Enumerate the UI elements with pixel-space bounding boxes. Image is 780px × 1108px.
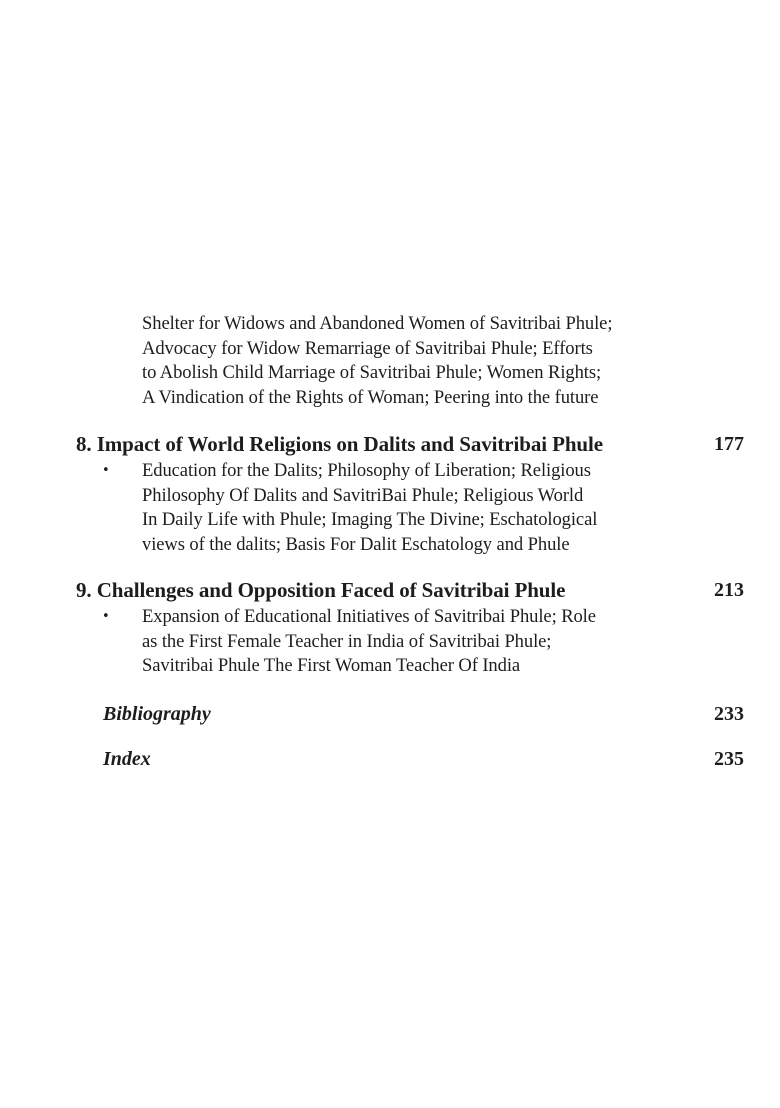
toc-entry-chapter-8 [76, 430, 744, 557]
chapter-description [76, 459, 744, 557]
continued-entry-description [142, 312, 687, 410]
description-line: as the First Female Teacher in India of Savitribai Phule; [142, 630, 552, 652]
chapter-page-number: 213 [714, 579, 744, 601]
chapter-title: 8. Impact of World Religions on Dalits and Savitribai Phule [76, 432, 603, 456]
description-line: In Daily Life with Phule; Imaging The Divine; Eschatological [142, 509, 598, 531]
toc-entry-index [103, 745, 744, 773]
back-matter-title: Bibliography [103, 703, 211, 725]
description-line: Shelter for Widows and Abandoned Women of Savitribai Phule; [142, 313, 613, 334]
back-matter-title: Index [103, 748, 151, 770]
bullet-icon: • [102, 609, 110, 624]
chapter-heading [76, 576, 744, 606]
back-matter-page-number: 235 [714, 748, 744, 770]
toc-entry-chapter-9 [76, 576, 744, 679]
description-line: Savitribai Phule The First Woman Teacher Of India [142, 655, 521, 677]
description-line: Advocacy for Widow Remarriage of Savitribai Phule; Efforts [142, 337, 593, 359]
description-line: Expansion of Educational Initiatives of Savitribai Phule; Role [142, 606, 596, 627]
chapter-title: 9. Challenges and Opposition Faced of Savitribai Phule [76, 578, 566, 602]
bullet-icon: • [102, 463, 110, 478]
toc-entry-bibliography [103, 700, 744, 728]
description-line: views of the dalits; Basis For Dalit Eschatology and Phule [142, 533, 570, 555]
description-line: A Vindication of the Rights of Woman; Peering into the future [142, 386, 599, 408]
chapter-description [76, 605, 744, 679]
description-line: Education for the Dalits; Philosophy of Liberation; Religious [142, 460, 591, 481]
description-line: Philosophy Of Dalits and SavitriBai Phule; Religious World [142, 484, 584, 506]
back-matter-page-number: 233 [714, 703, 744, 725]
chapter-page-number: 177 [714, 433, 744, 455]
chapter-heading [76, 430, 744, 460]
description-line: to Abolish Child Marriage of Savitribai Phule; Women Rights; [142, 362, 602, 384]
